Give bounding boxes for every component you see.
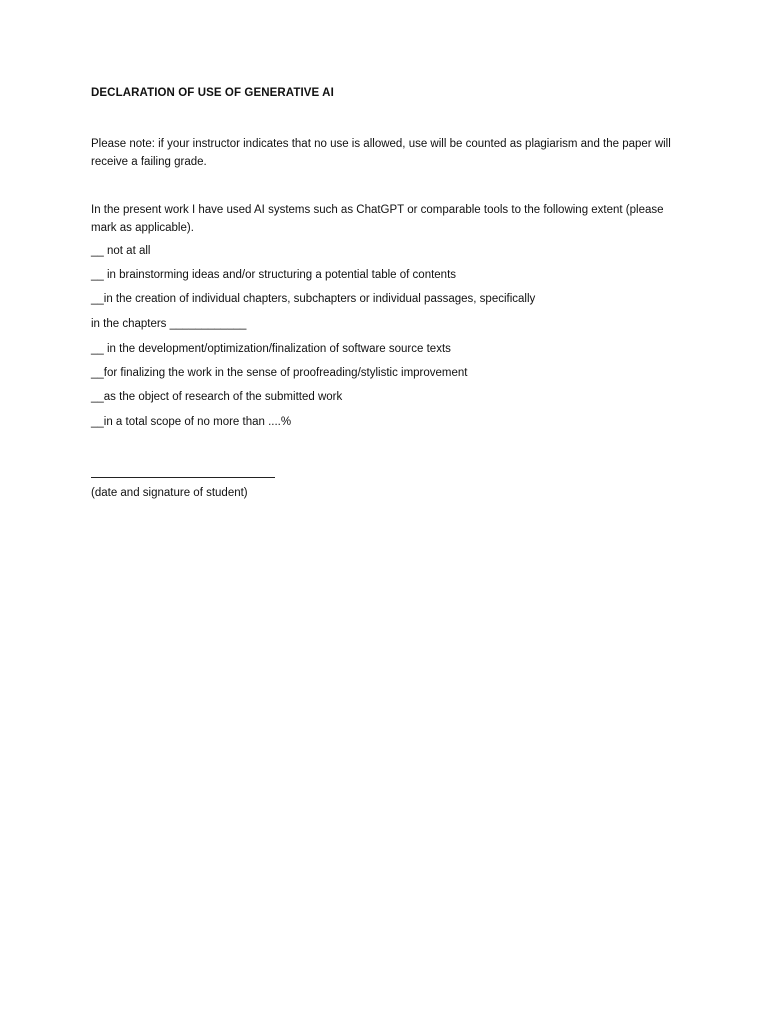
signature-line [91, 477, 275, 478]
option-total-scope: __in a total scope of no more than ....% [91, 416, 292, 428]
signature-caption: (date and signature of student) [91, 487, 248, 499]
option-research-object: __as the object of research of the submitted work [91, 391, 343, 403]
option-brainstorming: __ in brainstorming ideas and/or structuring a potential table of contents [91, 269, 457, 281]
usage-intro: In the present work I have used AI systems such as ChatGPT or comparable tools to the following extent (please mark as applicable). [91, 204, 664, 234]
option-proofreading: __for finalizing the work in the sense of proofreading/stylistic improvement [91, 367, 468, 379]
option-not-at-all: __ not at all [91, 245, 151, 257]
document-title: DECLARATION OF USE OF GENERATIVE AI [91, 87, 334, 99]
plagiarism-note: Please note: if your instructor indicates that no use is allowed, use will be counted as plagiarism and the paper will receive a failing grade. [91, 138, 671, 168]
option-chapters-specifics: in the chapters ____________ [91, 318, 247, 330]
option-chapter-creation: __in the creation of individual chapters, subchapters or individual passages, specifically [91, 293, 536, 305]
option-software-source: __ in the development/optimization/finalization of software source texts [91, 343, 451, 355]
